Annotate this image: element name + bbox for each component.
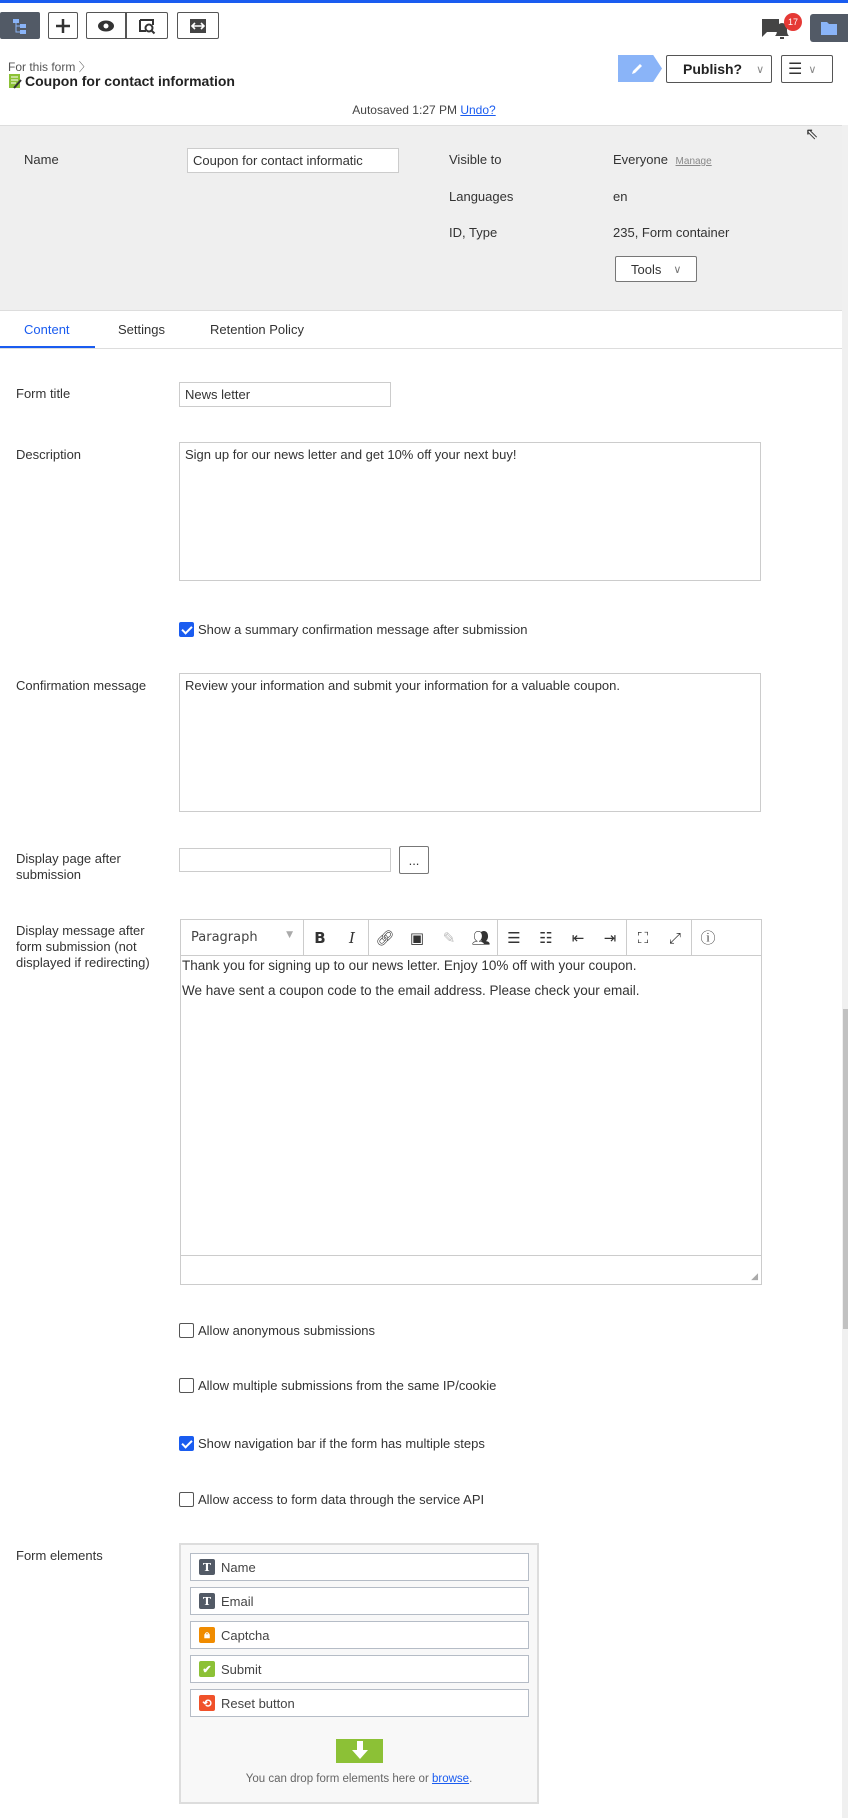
editor-line: We have sent a coupon code to the email address. Please check your email. [182,983,640,998]
notification-badge: 17 [784,13,802,31]
mouse-cursor: ⇖ [805,126,819,143]
options-menu-button[interactable] [781,55,833,83]
format-dropdown[interactable] [181,930,303,945]
option-label: Show navigation bar if the form has multiple steps [198,1436,485,1451]
reset-icon: ⟲ [199,1695,215,1711]
personalize-icon[interactable]: 👥︎ [471,928,491,947]
manage-link[interactable]: Manage [675,156,712,167]
editor-toolbar [181,920,761,956]
caret-down-icon: ▼ [286,930,293,940]
add-button[interactable] [48,12,78,39]
display-page-label: Display page after submission [16,851,121,882]
lock-icon: 🔒︎ [199,1627,215,1643]
languages-value: en [613,189,628,204]
summary-checkbox-label: Show a summary confirmation message after submission [198,622,528,637]
tools-dropdown[interactable] [615,256,697,282]
italic-icon[interactable]: I [349,928,355,947]
name-label: Name [24,152,59,167]
element-label: Name [221,1559,256,1575]
form-element-captcha[interactable] [190,1621,529,1649]
id-type-label: ID, Type [449,225,498,240]
image-icon[interactable]: ▣ [409,928,425,947]
rich-text-editor [180,919,762,1285]
navigation-bar-checkbox[interactable] [179,1436,194,1451]
page-title: Coupon for contact information [25,73,235,89]
top-accent-bar [0,0,848,3]
resize-handle-icon[interactable]: ◢ [751,1271,758,1281]
autosave-text: Autosaved 1:27 PM [352,103,457,117]
element-label: Captcha [221,1627,270,1643]
bullet-list-icon[interactable]: ☰ [507,928,521,947]
text-icon: T [199,1593,215,1609]
folder-icon [820,20,838,36]
chevron-down-icon: ∨ [756,63,765,76]
text-icon: T [199,1559,215,1575]
publish-label: Publish? [683,61,743,77]
summary-checkbox[interactable] [179,622,194,637]
element-label: Email [221,1593,254,1609]
description-label: Description [16,447,82,462]
autosave-status [0,103,848,117]
browse-link[interactable]: browse [431,1773,470,1785]
form-element-email[interactable] [190,1587,529,1615]
form-title-label: Form title [16,386,71,401]
description-textarea[interactable]: Sign up for our news letter and get 10% off your next buy! [179,442,761,581]
display-message-label: Display message after form submission (not displayed if redirecting) [16,923,150,970]
view-on-site-button[interactable] [126,12,168,39]
element-label: Reset button [221,1695,295,1711]
scrollbar-track[interactable] [842,125,848,1818]
publish-button[interactable] [666,55,772,83]
form-element-submit[interactable] [190,1655,529,1683]
navigation-pane-button[interactable] [0,12,40,39]
indent-icon[interactable]: ⇥ [603,928,617,947]
format-label: Paragraph [191,930,258,945]
editor-body[interactable] [181,956,761,1252]
tree-icon [11,17,29,35]
form-icon [8,73,22,89]
fullscreen-icon[interactable]: ⤢ [668,928,681,947]
anonymous-checkbox[interactable] [179,1323,194,1338]
plus-icon [54,17,72,35]
element-label: Submit [221,1661,262,1677]
form-title-input[interactable] [179,382,391,407]
option-row[interactable] [179,1323,375,1338]
assets-pane-button[interactable] [810,14,848,42]
option-label: Allow anonymous submissions [198,1323,376,1338]
chevron-down-icon: ∨ [808,63,817,76]
compare-icon [189,17,207,35]
breadcrumb-link[interactable]: For this form [8,60,76,74]
edit-block-icon[interactable]: ✎ [442,928,456,947]
chevron-right-icon: 〉 [78,60,91,74]
eye-icon [97,17,115,35]
drop-hint [181,1773,537,1785]
drop-hint-text: You can drop form elements here or [245,1773,432,1785]
edit-mode-indicator[interactable] [618,55,662,82]
list-icon: ☰ [788,61,803,78]
preview-button[interactable] [86,12,126,39]
undo-link[interactable]: Undo? [460,103,496,117]
option-row[interactable] [179,1492,484,1507]
name-input[interactable] [187,148,399,173]
form-elements-label: Form elements [16,1548,103,1563]
summary-checkbox-row[interactable] [179,622,527,637]
form-element-reset[interactable] [190,1689,529,1717]
chevron-down-icon: ∨ [673,263,682,276]
option-row[interactable] [179,1436,485,1451]
compare-button[interactable] [177,12,219,39]
form-element-name[interactable] [190,1553,529,1581]
scrollbar-thumb[interactable] [843,1009,848,1329]
tab-retention-policy[interactable]: Retention Policy [210,322,304,337]
tab-content[interactable]: Content [24,322,70,337]
visible-to-value [613,152,712,167]
check-icon: ✔ [199,1661,215,1677]
numbered-list-icon[interactable]: ☷ [539,928,553,947]
select-page-button[interactable]: ... [399,846,429,874]
bold-icon[interactable]: B [314,928,326,947]
editor-line: Thank you for signing up to our news letter. Enjoy 10% off with your coupon. [182,958,637,973]
languages-label: Languages [449,189,514,204]
confirmation-label: Confirmation message [16,678,147,693]
option-row[interactable] [179,1378,496,1393]
properties-panel [0,125,842,311]
pencil-icon [630,62,644,76]
multiple-submissions-checkbox[interactable] [179,1378,194,1393]
visible-to-label: Visible to [449,152,502,167]
editor-statusbar [181,1255,761,1284]
service-api-checkbox[interactable] [179,1492,194,1507]
drop-arrow-icon [336,1739,383,1763]
display-page-input[interactable] [179,848,391,872]
id-type-value: 235, Form container [613,225,730,240]
tools-label: Tools [631,261,662,277]
visible-to-text: Everyone [613,152,668,167]
option-label: Allow multiple submissions from the same IP/cookie [198,1378,497,1393]
help-icon[interactable]: ⓘ [700,929,716,947]
link-icon[interactable]: 🔗︎ [375,928,395,947]
option-label: Allow access to form data through the service API [198,1492,485,1507]
find-replace-icon[interactable]: ⛶ [637,928,649,947]
drop-hint-end: . [469,1773,473,1785]
outdent-icon[interactable]: ⇤ [571,928,585,947]
tab-settings[interactable]: Settings [118,322,165,337]
tab-divider [0,348,842,349]
preview-search-icon [138,17,156,35]
confirmation-textarea[interactable]: Review your information and submit your information for a valuable coupon. [179,673,761,812]
